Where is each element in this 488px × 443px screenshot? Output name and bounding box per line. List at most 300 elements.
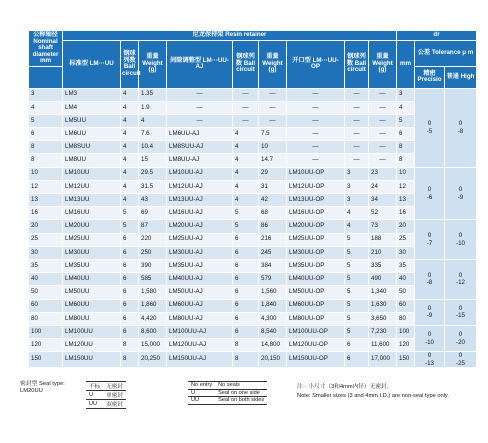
balls-adj-cell: 4 [233, 194, 259, 207]
seal-legend-en [188, 381, 267, 405]
balls-adj-cell: 4 [233, 167, 259, 180]
std-model-cell: LM5UU [63, 114, 121, 127]
weight-adj-cell: 14.7 [259, 154, 287, 167]
weight-std-cell: 390 [139, 259, 167, 272]
dr-mm-cell: 12 [397, 180, 415, 193]
weight-std-cell: 1,580 [139, 286, 167, 299]
adj-model-cell: LM80UU-AJ [167, 312, 233, 325]
shaft-dia-cell: 6 [29, 128, 63, 141]
weight-adj-cell: 4,300 [259, 312, 287, 325]
adj-model-cell: LM25UU-AJ [167, 233, 233, 246]
std-model-cell: LM30UU [63, 246, 121, 259]
balls-open-cell: 3 [345, 194, 369, 207]
balls-adj-cell: 4 [233, 180, 259, 193]
tolerance-value: -20 [456, 338, 465, 346]
open-model-cell: LM25UU-OP [287, 233, 345, 246]
std-model-cell: LM10UU [63, 167, 121, 180]
weight-open-cell: 1,630 [369, 299, 397, 312]
table-row [29, 325, 477, 338]
dr-mm-cell: 8 [397, 141, 415, 154]
balls-std-cell: 4 [121, 154, 139, 167]
adj-model-cell: LM12UU-AJ [167, 180, 233, 193]
std-model-cell: LM4 [63, 101, 121, 114]
tolerance-value: 0 [458, 232, 463, 240]
tolerance-value: -6 [426, 193, 433, 201]
balls-std-cell: 6 [121, 312, 139, 325]
balls-std-cell: 4 [121, 167, 139, 180]
balls-open-cell: — [345, 128, 369, 141]
dr-mm-cell: 80 [397, 312, 415, 325]
open-model-cell: — [287, 101, 345, 114]
shaft-dia-cell: 35 [29, 259, 63, 272]
balls-open-cell: 5 [345, 273, 369, 286]
tolerance-value: 0 [427, 352, 432, 360]
shaft-dia-cell: 30 [29, 246, 63, 259]
std-model-cell: LM150UU [63, 352, 121, 368]
std-model-cell: LM6UU [63, 128, 121, 141]
dr-mm-cell: 20 [397, 220, 415, 233]
balls-std-cell: 6 [121, 233, 139, 246]
weight-std-cell: 250 [139, 246, 167, 259]
tolerance-value: 0 [427, 304, 432, 312]
shaft-dia-cell: 12 [29, 180, 63, 193]
balls-adj-cell: 8 [233, 352, 259, 368]
tolerance-precision-cell [415, 325, 445, 351]
dr-mm-cell: 6 [397, 128, 415, 141]
shaft-dia-cell: 13 [29, 194, 63, 207]
adj-model-cell: LM30UU-AJ [167, 246, 233, 259]
shaft-dia-cell: 3 [29, 88, 63, 101]
std-model-cell: LM120UU [63, 339, 121, 352]
open-model-cell: LM16UU-OP [287, 207, 345, 220]
table-row [29, 128, 477, 141]
weight-open-cell: 17,000 [369, 352, 397, 368]
adj-model-cell: LM35UU-AJ [167, 259, 233, 272]
legend-desc: 双密封 [103, 400, 126, 409]
weight-adj-cell: — [259, 101, 287, 114]
tolerance-precision-cell [415, 259, 445, 299]
tolerance-value: 0 [427, 120, 432, 128]
shaft-dia-cell: 16 [29, 207, 63, 220]
table-row [29, 339, 477, 352]
weight-open-cell: 34 [369, 194, 397, 207]
balls-std-cell: 6 [121, 246, 139, 259]
dr-mm-cell: 3 [397, 88, 415, 101]
weight-std-cell: 4,420 [139, 312, 167, 325]
tolerance-high-cell [445, 259, 477, 299]
tolerance-precision-cell [415, 299, 445, 325]
balls-adj-cell: 6 [233, 312, 259, 325]
std-model-cell: LM13UU [63, 194, 121, 207]
weight-open-cell: 210 [369, 246, 397, 259]
weight-adj-cell: 1,560 [259, 286, 287, 299]
shaft-dia-cell: 5 [29, 114, 63, 127]
weight-std-cell: 4 [139, 114, 167, 127]
weight-adj-cell: 29 [259, 167, 287, 180]
std-model-cell: LM16UU [63, 207, 121, 220]
weight-std-cell: 1.35 [139, 88, 167, 101]
balls-adj-cell: — [233, 101, 259, 114]
open-model-cell: LM20UU-OP [287, 220, 345, 233]
seal-type-title: 密封型 Seal type: [20, 381, 65, 387]
tolerance-precision-cell [415, 88, 445, 167]
tolerance-value: -8 [457, 127, 464, 135]
header-std-model: 标准型 LM···UU [63, 40, 121, 88]
balls-std-cell: 6 [121, 325, 139, 338]
header-shaft: 公称轴径 Nominal shaft diameter mm [29, 31, 63, 67]
spec-table-body [29, 88, 477, 368]
open-model-cell: — [287, 154, 345, 167]
balls-open-cell: — [345, 141, 369, 154]
open-model-cell: LM80UU-OP [287, 312, 345, 325]
weight-std-cell: 43 [139, 194, 167, 207]
dr-mm-cell: 5 [397, 114, 415, 127]
adj-model-cell: — [167, 114, 233, 127]
weight-open-cell: 3,650 [369, 312, 397, 325]
dr-mm-cell: 10 [397, 167, 415, 180]
table-row [29, 352, 477, 368]
tolerance-value: 0 [427, 331, 432, 339]
shaft-dia-cell: 8 [29, 154, 63, 167]
balls-std-cell: 4 [121, 114, 139, 127]
open-model-cell: LM40UU-OP [287, 273, 345, 286]
tolerance-value: -10 [425, 338, 434, 346]
balls-adj-cell: 6 [233, 273, 259, 286]
weight-std-cell: 8,600 [139, 325, 167, 338]
weight-open-cell: — [369, 154, 397, 167]
open-model-cell: LM35UU-OP [287, 259, 345, 272]
balls-open-cell: 3 [345, 180, 369, 193]
table-row [29, 101, 477, 114]
table-row [29, 312, 477, 325]
weight-open-cell: — [369, 114, 397, 127]
dr-mm-cell: 50 [397, 286, 415, 299]
balls-std-cell: 4 [121, 141, 139, 154]
table-row [29, 299, 477, 312]
legend-code: No entry [188, 382, 215, 390]
weight-adj-cell: 20,150 [259, 352, 287, 368]
weight-adj-cell: — [259, 114, 287, 127]
std-model-cell: LM8SUU [63, 141, 121, 154]
std-model-cell: LM50UU [63, 286, 121, 299]
dr-mm-cell: 60 [397, 299, 415, 312]
adj-model-cell: LM60UU-AJ [167, 299, 233, 312]
legend-code: U [86, 391, 103, 400]
weight-open-cell: — [369, 128, 397, 141]
balls-adj-cell: — [233, 88, 259, 101]
tolerance-value: -15 [456, 312, 465, 320]
balls-open-cell: 3 [345, 167, 369, 180]
weight-adj-cell: 14,800 [259, 339, 287, 352]
balls-adj-cell: 4 [233, 141, 259, 154]
shaft-dia-cell: 4 [29, 101, 63, 114]
legend-desc: 无密封 [103, 382, 126, 391]
shaft-dia-cell: 8 [29, 141, 63, 154]
tolerance-value: 0 [458, 304, 463, 312]
tolerance-high-cell [445, 88, 477, 167]
open-model-cell: LM60UU-OP [287, 299, 345, 312]
tolerance-high-cell [445, 299, 477, 325]
weight-adj-cell: 8,540 [259, 325, 287, 338]
balls-std-cell: 6 [121, 286, 139, 299]
shaft-dia-cell: 40 [29, 273, 63, 286]
header-precision: 精密 Precisio [415, 66, 445, 88]
balls-std-cell: 5 [121, 207, 139, 220]
balls-open-cell: — [345, 154, 369, 167]
table-row [29, 114, 477, 127]
legend-code: UU [86, 400, 103, 409]
shaft-dia-cell: 150 [29, 352, 63, 368]
tolerance-value: 0 [427, 186, 432, 194]
balls-adj-cell: 5 [233, 220, 259, 233]
balls-adj-cell: 6 [233, 233, 259, 246]
weight-open-cell: — [369, 141, 397, 154]
adj-model-cell: — [167, 101, 233, 114]
dr-mm-cell: 120 [397, 339, 415, 352]
weight-std-cell: 31.5 [139, 180, 167, 193]
header-open-model: 开口型 LM···UU-OP [287, 40, 345, 88]
open-model-cell: LM13UU-OP [287, 194, 345, 207]
weight-std-cell: 29.5 [139, 167, 167, 180]
weight-adj-cell: 68 [259, 207, 287, 220]
weight-adj-cell: 86 [259, 220, 287, 233]
tolerance-value: 0 [427, 232, 432, 240]
open-model-cell: LM10UU-OP [287, 167, 345, 180]
tolerance-high-cell [445, 167, 477, 220]
balls-adj-cell: 4 [233, 154, 259, 167]
adj-model-cell: LM13UU-AJ [167, 194, 233, 207]
std-model-cell: LM12UU [63, 180, 121, 193]
weight-open-cell: 23 [369, 167, 397, 180]
seal-type-example: LM20UU [20, 387, 43, 394]
table-row [29, 233, 477, 246]
table-row [29, 259, 477, 272]
weight-adj-cell: — [259, 88, 287, 101]
legend-code: U [188, 389, 215, 397]
header-mm: mm [397, 40, 415, 88]
weight-std-cell: 87 [139, 220, 167, 233]
adj-model-cell: — [167, 88, 233, 101]
open-model-cell: LM50UU-OP [287, 286, 345, 299]
tolerance-high-cell [445, 325, 477, 351]
balls-open-cell: 5 [345, 325, 369, 338]
adj-model-cell: LM50UU-AJ [167, 286, 233, 299]
weight-open-cell: 11,600 [369, 339, 397, 352]
header-weight-std: 重量 Weight (g) [139, 40, 167, 88]
adj-model-cell: LM6UU-AJ [167, 128, 233, 141]
weight-std-cell: 7.6 [139, 128, 167, 141]
tolerance-value: 0 [458, 331, 463, 339]
legend-desc: Seal on both sides [215, 397, 267, 405]
table-row [29, 154, 477, 167]
weight-open-cell: 24 [369, 180, 397, 193]
open-model-cell: LM12UU-OP [287, 180, 345, 193]
tolerance-high-cell [445, 352, 477, 368]
dr-mm-cell: 25 [397, 233, 415, 246]
note-en: Note: Smaller sizes (3 and 4mm I.D.) are non-seal type only. [297, 392, 449, 399]
weight-adj-cell: 10 [259, 141, 287, 154]
weight-adj-cell: 384 [259, 259, 287, 272]
balls-std-cell: 6 [121, 259, 139, 272]
adj-model-cell: LM16UU-AJ [167, 207, 233, 220]
adj-model-cell: LM20UU-AJ [167, 220, 233, 233]
weight-std-cell: 1,860 [139, 299, 167, 312]
tolerance-value: -12 [456, 279, 465, 287]
weight-std-cell: 15,000 [139, 339, 167, 352]
tolerance-value: 0 [458, 352, 463, 360]
balls-adj-cell: 6 [233, 325, 259, 338]
weight-std-cell: 69 [139, 207, 167, 220]
tolerance-value: 0 [458, 120, 463, 128]
balls-adj-cell: — [233, 114, 259, 127]
open-model-cell: — [287, 114, 345, 127]
balls-open-cell: 5 [345, 246, 369, 259]
balls-open-cell: — [345, 114, 369, 127]
weight-adj-cell: 7.5 [259, 128, 287, 141]
weight-std-cell: 15 [139, 154, 167, 167]
shaft-dia-cell: 50 [29, 286, 63, 299]
std-model-cell: LM100UU [63, 325, 121, 338]
table-row [29, 273, 477, 286]
header-balls-std: 钢球列数 Ball circuit [121, 40, 139, 88]
balls-open-cell: 4 [345, 207, 369, 220]
spec-table-wrap [28, 30, 476, 368]
bearing-spec-table [28, 30, 477, 368]
header-adj-model: 间隙调整型 LM···UU-AJ [167, 40, 233, 88]
weight-adj-cell: 579 [259, 273, 287, 286]
table-row [29, 167, 477, 180]
tolerance-value: -9 [457, 193, 464, 201]
adj-model-cell: LM8SUU-AJ [167, 141, 233, 154]
table-row [29, 88, 477, 101]
shaft-dia-cell: 25 [29, 233, 63, 246]
dr-mm-cell: 16 [397, 207, 415, 220]
table-row [29, 286, 477, 299]
balls-std-cell: 4 [121, 180, 139, 193]
tolerance-value: 0 [427, 271, 432, 279]
shaft-dia-cell: 100 [29, 325, 63, 338]
balls-std-cell: 4 [121, 194, 139, 207]
table-row [29, 220, 477, 233]
open-model-cell: LM30UU-OP [287, 246, 345, 259]
tolerance-value: -10 [456, 239, 465, 247]
legend-desc: 单密封 [103, 391, 126, 400]
seal-legend-cn [86, 381, 126, 409]
tolerance-value: -13 [425, 359, 434, 367]
balls-open-cell: 6 [345, 352, 369, 368]
balls-adj-cell: 4 [233, 128, 259, 141]
balls-open-cell: 4 [345, 220, 369, 233]
tolerance-value: -5 [426, 127, 433, 135]
std-model-cell: LM25UU [63, 233, 121, 246]
balls-open-cell: 5 [345, 233, 369, 246]
adj-model-cell: LM40UU-AJ [167, 273, 233, 286]
shaft-dia-cell: 120 [29, 339, 63, 352]
adj-model-cell: LM100UU-AJ [167, 325, 233, 338]
balls-adj-cell: 8 [233, 339, 259, 352]
weight-adj-cell: 42 [259, 194, 287, 207]
std-model-cell: LM80UU [63, 312, 121, 325]
balls-open-cell: — [345, 101, 369, 114]
adj-model-cell: LM120UU-AJ [167, 339, 233, 352]
balls-std-cell: 6 [121, 273, 139, 286]
weight-open-cell: 490 [369, 273, 397, 286]
dr-mm-cell: 40 [397, 273, 415, 286]
tolerance-high-cell [445, 220, 477, 260]
std-model-cell: LM20UU [63, 220, 121, 233]
tolerance-value: 0 [458, 271, 463, 279]
balls-open-cell: 6 [345, 339, 369, 352]
balls-std-cell: 8 [121, 339, 139, 352]
dr-mm-cell: 13 [397, 194, 415, 207]
header-resin: 尼龙保持架 Resin retainer [63, 31, 397, 41]
weight-std-cell: 10.4 [139, 141, 167, 154]
weight-open-cell: — [369, 101, 397, 114]
tolerance-precision-cell [415, 352, 445, 368]
header-weight-open: 重量 Weight (g) [369, 40, 397, 88]
tolerance-value: -9 [426, 312, 433, 320]
balls-open-cell: 5 [345, 299, 369, 312]
adj-model-cell: LM10UU-AJ [167, 167, 233, 180]
tolerance-value: 0 [458, 186, 463, 194]
balls-std-cell: 4 [121, 128, 139, 141]
shaft-dia-cell: 10 [29, 167, 63, 180]
balls-adj-cell: 6 [233, 259, 259, 272]
tolerance-value: -7 [426, 239, 433, 247]
balls-std-cell: 4 [121, 88, 139, 101]
weight-adj-cell: 216 [259, 233, 287, 246]
legend-desc: Seal on one side [215, 389, 267, 397]
balls-adj-cell: 6 [233, 286, 259, 299]
weight-adj-cell: 1,840 [259, 299, 287, 312]
balls-adj-cell: 5 [233, 207, 259, 220]
notes [297, 383, 449, 401]
std-model-cell: LM40UU [63, 273, 121, 286]
shaft-dia-cell: 20 [29, 220, 63, 233]
weight-std-cell: 220 [139, 233, 167, 246]
header-weight-adj: 重量 Weight (g) [259, 40, 287, 88]
balls-open-cell: — [345, 88, 369, 101]
table-row [29, 207, 477, 220]
dr-mm-cell: 30 [397, 246, 415, 259]
weight-open-cell: 188 [369, 233, 397, 246]
balls-open-cell: 5 [345, 312, 369, 325]
tolerance-value: -8 [426, 279, 433, 287]
table-row [29, 246, 477, 259]
dr-mm-cell: 35 [397, 259, 415, 272]
dr-mm-cell: 100 [397, 325, 415, 338]
std-model-cell: LM3 [63, 88, 121, 101]
weight-std-cell: 585 [139, 273, 167, 286]
note-cn: 注：小尺寸（3和4mm内径）无密封。 [297, 384, 393, 390]
weight-std-cell: 1.9 [139, 101, 167, 114]
weight-open-cell: 1,340 [369, 286, 397, 299]
legend-code: UU [188, 397, 215, 405]
table-row [29, 180, 477, 193]
tolerance-precision-cell [415, 220, 445, 260]
weight-open-cell: — [369, 88, 397, 101]
shaft-dia-cell: 60 [29, 299, 63, 312]
std-model-cell: LM8UU [63, 154, 121, 167]
header-balls-open: 钢球列数 Ball circuit [345, 40, 369, 88]
header-tolerance: 公差 Tolerance μ m [415, 40, 477, 66]
open-model-cell: LM100UU-OP [287, 325, 345, 338]
tolerance-precision-cell [415, 167, 445, 220]
weight-open-cell: 52 [369, 207, 397, 220]
weight-adj-cell: 245 [259, 246, 287, 259]
dr-mm-cell: 150 [397, 352, 415, 368]
balls-open-cell: 5 [345, 259, 369, 272]
